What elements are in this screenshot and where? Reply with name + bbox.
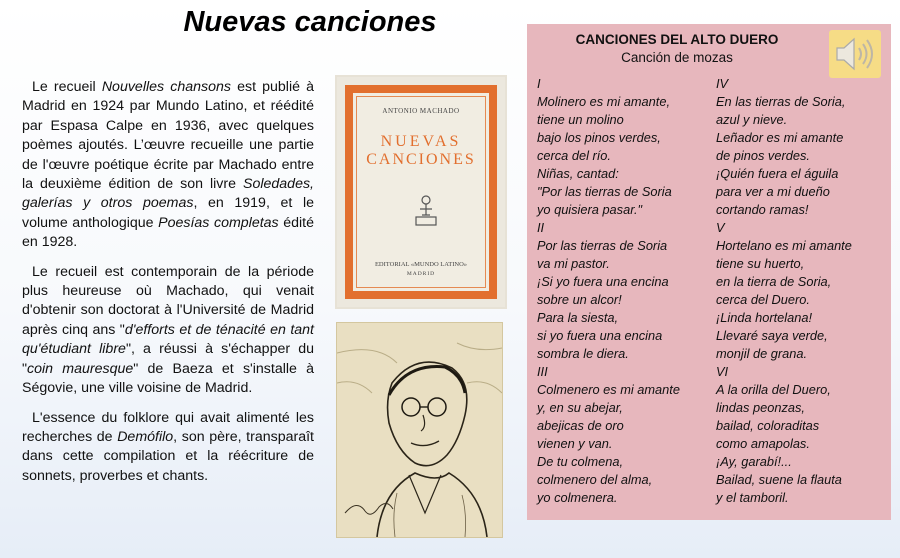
poem-line: I	[537, 76, 541, 91]
poem-line: sombra le diera.	[537, 346, 629, 361]
poem-line: En las tierras de Soria,	[716, 94, 846, 109]
book-cover-image	[335, 75, 507, 309]
poem-line: como amapolas.	[716, 436, 810, 451]
poem-line: para ver a mi dueño	[716, 184, 830, 199]
poem-line: cerca del Duero.	[716, 292, 810, 307]
speaker-icon	[829, 30, 881, 78]
portrait-drawing	[337, 323, 502, 537]
poem-line: Bailad, suene la flauta	[716, 472, 842, 487]
poem-line: tiene su huerto,	[716, 256, 805, 271]
poem-line: III	[537, 364, 548, 379]
poem-line: ¡Ay, garabí!...	[716, 454, 792, 469]
poem-line: y, en su abejar,	[537, 400, 623, 415]
poem-line: Hortelano es mi amante	[716, 238, 852, 253]
poem-line: II	[537, 220, 545, 235]
poem-line: vienen y van.	[537, 436, 613, 451]
paragraph-1: Le recueil Nouvelles chansons est publié à Madrid en 1924 par Mundo Latino, et réédité par Espasa Calpe en 1936, avec quelques poèmes ajoutés. L’œuvre recueille une partie de l'œuvre poétique écrite par Machado entre la deuxième édition de son livre Soledades, galerías y otros poemas, en 1919, et le volume anthologique Poesías completas édité en 1928.	[22, 79, 314, 251]
poem-line: cortando ramas!	[716, 202, 809, 217]
emblem-icon	[413, 193, 439, 227]
poem-line: monjil de grana.	[716, 346, 808, 361]
poem-line: Niñas, cantad:	[537, 166, 619, 181]
poem-line: Llevaré saya verde,	[716, 328, 828, 343]
poem-line: bailad, coloraditas	[716, 418, 820, 433]
poem-line: abejicas de oro	[537, 418, 624, 433]
poem-line: De tu colmena,	[537, 454, 624, 469]
poem-line: tiene un molino	[537, 112, 624, 127]
paragraph-2: Le recueil est contemporain de la période plus heureuse où Machado, qui venait d'obtenir son doctorat à l'Université de Madrid après cinq ans "d'efforts et de ténacité en tant qu'étudiant libre", a réussi à s'échapper du "coin mauresque" de Baeza et s'installe à Ségovie, une ville voisine de Madrid.	[22, 263, 314, 397]
poem-line: cerca del río.	[537, 148, 611, 163]
poem-column-left	[537, 75, 717, 507]
poem-subtitle: Canción de mozas	[621, 50, 733, 65]
poem-line: ¡Quién fuera el águila	[716, 166, 839, 181]
poem-line: yo colmenera.	[537, 490, 618, 505]
poem-title: CANCIONES DEL ALTO DUERO	[575, 32, 779, 47]
poem-line: ¡Linda hortelana!	[716, 310, 813, 325]
poem-line: Molinero es mi amante,	[537, 94, 670, 109]
poem-line: lindas peonzas,	[716, 400, 805, 415]
poem-panel	[527, 24, 891, 520]
poem-line: Leñador es mi amante	[716, 130, 844, 145]
poem-line: sobre un alcor!	[537, 292, 622, 307]
page-title: Nuevas canciones	[183, 6, 437, 38]
poem-line: ¡Si yo fuera una encina	[537, 274, 669, 289]
poem-line: yo quisiera pasar."	[537, 202, 643, 217]
author-portrait-sketch	[336, 322, 503, 538]
book-author: ANTONIO MACHADO	[382, 107, 460, 115]
poem-line: si yo fuera una encina	[537, 328, 663, 343]
poem-column-right	[716, 75, 886, 507]
book-city: MADRID	[406, 271, 436, 277]
poem-line: Por las tierras de Soria	[537, 238, 668, 253]
poem-line: y el tamboril.	[716, 490, 789, 505]
paragraph-3: L'essence du folklore qui avait alimenté les recherches de Demófilo, son père, transparaît dans cette compilation et la réécriture de sonnets, proverbes et chants.	[22, 409, 314, 484]
poem-line: A la orilla del Duero,	[716, 382, 831, 397]
poem-line: bajo los pinos verdes,	[537, 130, 661, 145]
audio-button[interactable]	[829, 30, 881, 78]
poem-line: Para la siesta,	[537, 310, 619, 325]
poem-line: va mi pastor.	[537, 256, 610, 271]
poem-line: "Por las tierras de Soria	[537, 184, 672, 199]
poem-line: V	[716, 220, 725, 235]
poem-line: en la tierra de Soria,	[716, 274, 832, 289]
poem-line: colmenero del alma,	[537, 472, 653, 487]
book-publisher: EDITORIAL «MUNDO LATINO»	[374, 261, 468, 268]
poem-line: IV	[716, 76, 729, 91]
book-title-line2: CANCIONES	[366, 151, 476, 168]
poem-line: Colmenero es mi amante	[537, 382, 680, 397]
poem-line: VI	[716, 364, 729, 379]
book-title-line1: NUEVAS	[380, 133, 462, 150]
book-cover-frame	[345, 85, 497, 299]
poem-line: azul y nieve.	[716, 112, 788, 127]
poem-line: de pinos verdes.	[716, 148, 810, 163]
description-text	[22, 78, 314, 496]
